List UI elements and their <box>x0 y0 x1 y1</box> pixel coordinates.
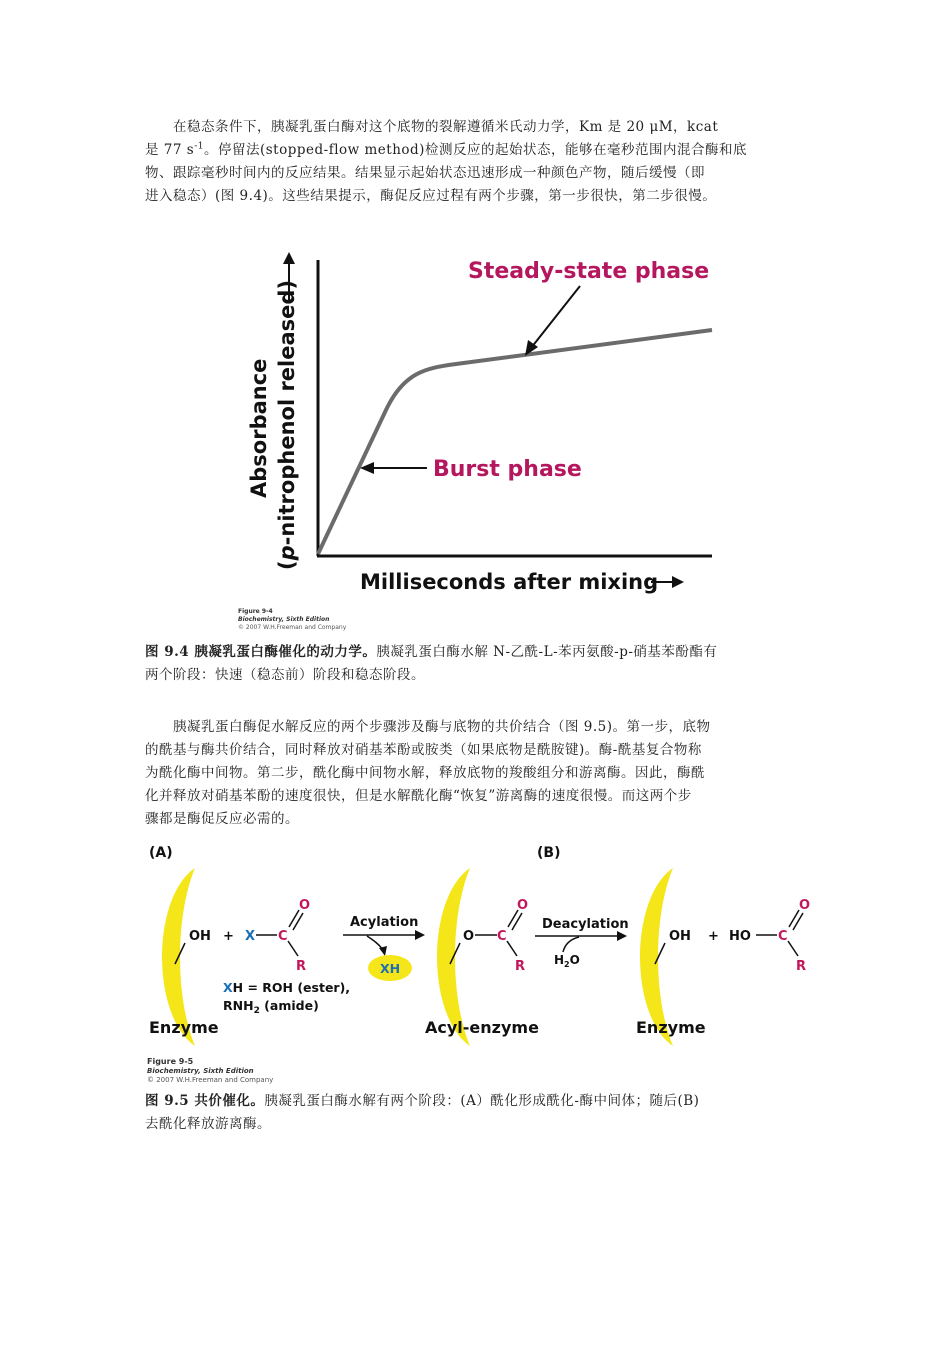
plus-2: + <box>708 929 719 944</box>
steady-state-label: Steady-state phase <box>468 259 710 284</box>
figure-9-5-graphic <box>145 840 825 1092</box>
acid-r: R <box>796 959 807 974</box>
para2-line5: 骤都是酶促反应必需的。 <box>145 811 299 827</box>
para2-line3: 为酰化酶中间物。第二步，酰化酶中间物水解，释放底物的羧酸组分和游离酶。因此，酶酰 <box>145 765 705 781</box>
acyl-c-o-bond-b <box>512 913 522 930</box>
caption94-line2: 两个阶段：快速（稳态前）阶段和稳态阶段。 <box>145 667 425 683</box>
acid-c-o-bond-b <box>793 913 803 930</box>
caption94-line1 <box>145 641 807 664</box>
para2-line2: 的酰基与酶共价结合，同时释放对硝基苯酚或胺类（如果底物是酰胺键)。酶-酰基复合物称 <box>145 742 702 758</box>
steady-state-arrow-line <box>531 286 580 348</box>
acyl-o: O <box>463 929 475 944</box>
acyl-enzyme-label: Acyl-enzyme <box>425 1018 539 1037</box>
para1-line3: 物、跟踪毫秒时间内的反应结果。结果显示起始状态迅速形成一种颜色产物，随后缓慢（即 <box>145 165 705 181</box>
para1-superscript: -1 <box>194 141 204 152</box>
deacylation-label: Deacylation <box>542 917 629 932</box>
y-axis-label-group <box>247 359 271 498</box>
caption-figure-9-5 <box>145 1090 807 1136</box>
y-axis-label-1: Absorbance <box>247 358 271 498</box>
c-o-bond-b <box>293 913 303 930</box>
xh-note-line1: XH = ROH (ester), <box>223 980 351 995</box>
panel-label-b: (B) <box>537 845 561 861</box>
acylation-arrowhead <box>415 930 425 940</box>
c-r-bond <box>288 941 298 956</box>
fig95-credit-2: Biochemistry, Sixth Edition <box>147 1067 254 1075</box>
acid-c-r-bond <box>788 941 798 956</box>
enzyme-label-1: Enzyme <box>149 1018 219 1037</box>
substrate-c: C <box>278 929 288 944</box>
para1-line1: 在稳态条件下，胰凝乳蛋白酶对这个底物的裂解遵循米氏动力学，Km 是 20 μM，kcat <box>173 119 719 135</box>
para1-line2-start: 是 77 s <box>145 142 195 158</box>
para1-line4: 进入稳态）(图 9.4)。这些结果提示，酶促反应过程有两个步骤，第一步很快，第二步很慢。 <box>145 188 717 204</box>
paragraph-covalent-catalysis <box>145 716 807 831</box>
enzyme2-oh: OH <box>669 929 691 944</box>
acylation-label: Acylation <box>350 915 419 930</box>
water-label: $H_2O$ <box>554 953 580 969</box>
panel-label-a: (A) <box>149 845 173 861</box>
y-axis-label-2-group <box>275 280 299 570</box>
para1-line2 <box>145 139 807 162</box>
kinetics-curve <box>318 330 712 554</box>
fig94-credit-2: Biochemistry, Sixth Edition <box>238 616 330 623</box>
xh-released: XH <box>380 961 401 976</box>
caption94-text: 胰凝乳蛋白酶水解 N-乙酰-L-苯丙氨酸-p-硝基苯酚酯有 <box>376 644 718 660</box>
x-axis-label-arrowhead <box>672 576 684 588</box>
c-o-bond-a <box>289 910 299 927</box>
plus-1: + <box>223 929 234 944</box>
caption95-line1 <box>145 1090 807 1113</box>
y-axis-label-arrowhead <box>283 252 295 264</box>
figure-9-5 <box>145 840 825 1092</box>
caption95-text: 胰凝乳蛋白酶水解有两个阶段：(A）酰化形成酰化-酶中间体；随后(B) <box>264 1093 700 1109</box>
caption95-line2: 去酰化释放游离酶。 <box>145 1116 271 1132</box>
acid-ho: HO <box>729 929 751 944</box>
y-axis-label-2: (p-nitrophenol released) <box>275 279 299 570</box>
fig95-credit-1: Figure 9-5 <box>147 1057 194 1066</box>
para2-line4: 化并释放对硝基苯酚的速度很快，但是水解酰化酶“恢复”游离酶的速度很慢。而这两个步 <box>145 788 692 804</box>
substrate-r: R <box>296 959 307 974</box>
enzyme-label-2: Enzyme <box>636 1018 706 1037</box>
deacylation-arrowhead <box>617 931 627 941</box>
caption94-title: 图 9.4 胰凝乳蛋白酶催化的动力学。 <box>145 644 377 660</box>
caption-figure-9-4 <box>145 641 807 687</box>
figure-9-4-graphic <box>236 240 716 635</box>
substrate-o: O <box>299 898 311 913</box>
fig94-credit-1: Figure 9-4 <box>238 608 273 615</box>
acid-c-o-bond-a <box>789 910 799 927</box>
figure-9-4 <box>236 240 716 635</box>
acid-c: C <box>778 929 788 944</box>
xh-note-line2: $RNH_2$ (amide) <box>223 998 319 1016</box>
acyl-r: R <box>515 959 526 974</box>
fig94-credit-3: © 2007 W.H.Freeman and Company <box>238 624 347 631</box>
fig95-credit-3: © 2007 W.H.Freeman and Company <box>147 1076 274 1084</box>
caption95-title: 图 9.5 共价催化。 <box>145 1093 265 1109</box>
substrate-x: X <box>245 929 256 944</box>
paragraph-steady-state <box>145 116 807 208</box>
water-uptake-arrow <box>563 937 579 952</box>
para2-line1: 胰凝乳蛋白酶促水解反应的两个步骤涉及酶与底物的共价结合（图 9.5)。第一步，底物 <box>173 719 711 735</box>
para1-line2-end: 。停留法(stopped-flow method)检测反应的起始状态，能够在毫秒范围内混合酶和底 <box>203 142 747 158</box>
burst-phase-label: Burst phase <box>433 457 582 482</box>
x-axis-label: Milliseconds after mixing <box>360 570 659 594</box>
acyl-c: C <box>497 929 507 944</box>
acyl-c-r-bond <box>507 941 517 956</box>
acyl-carbonyl-o: O <box>517 898 529 913</box>
acid-carbonyl-o: O <box>799 898 811 913</box>
enzyme1-oh: OH <box>189 929 211 944</box>
